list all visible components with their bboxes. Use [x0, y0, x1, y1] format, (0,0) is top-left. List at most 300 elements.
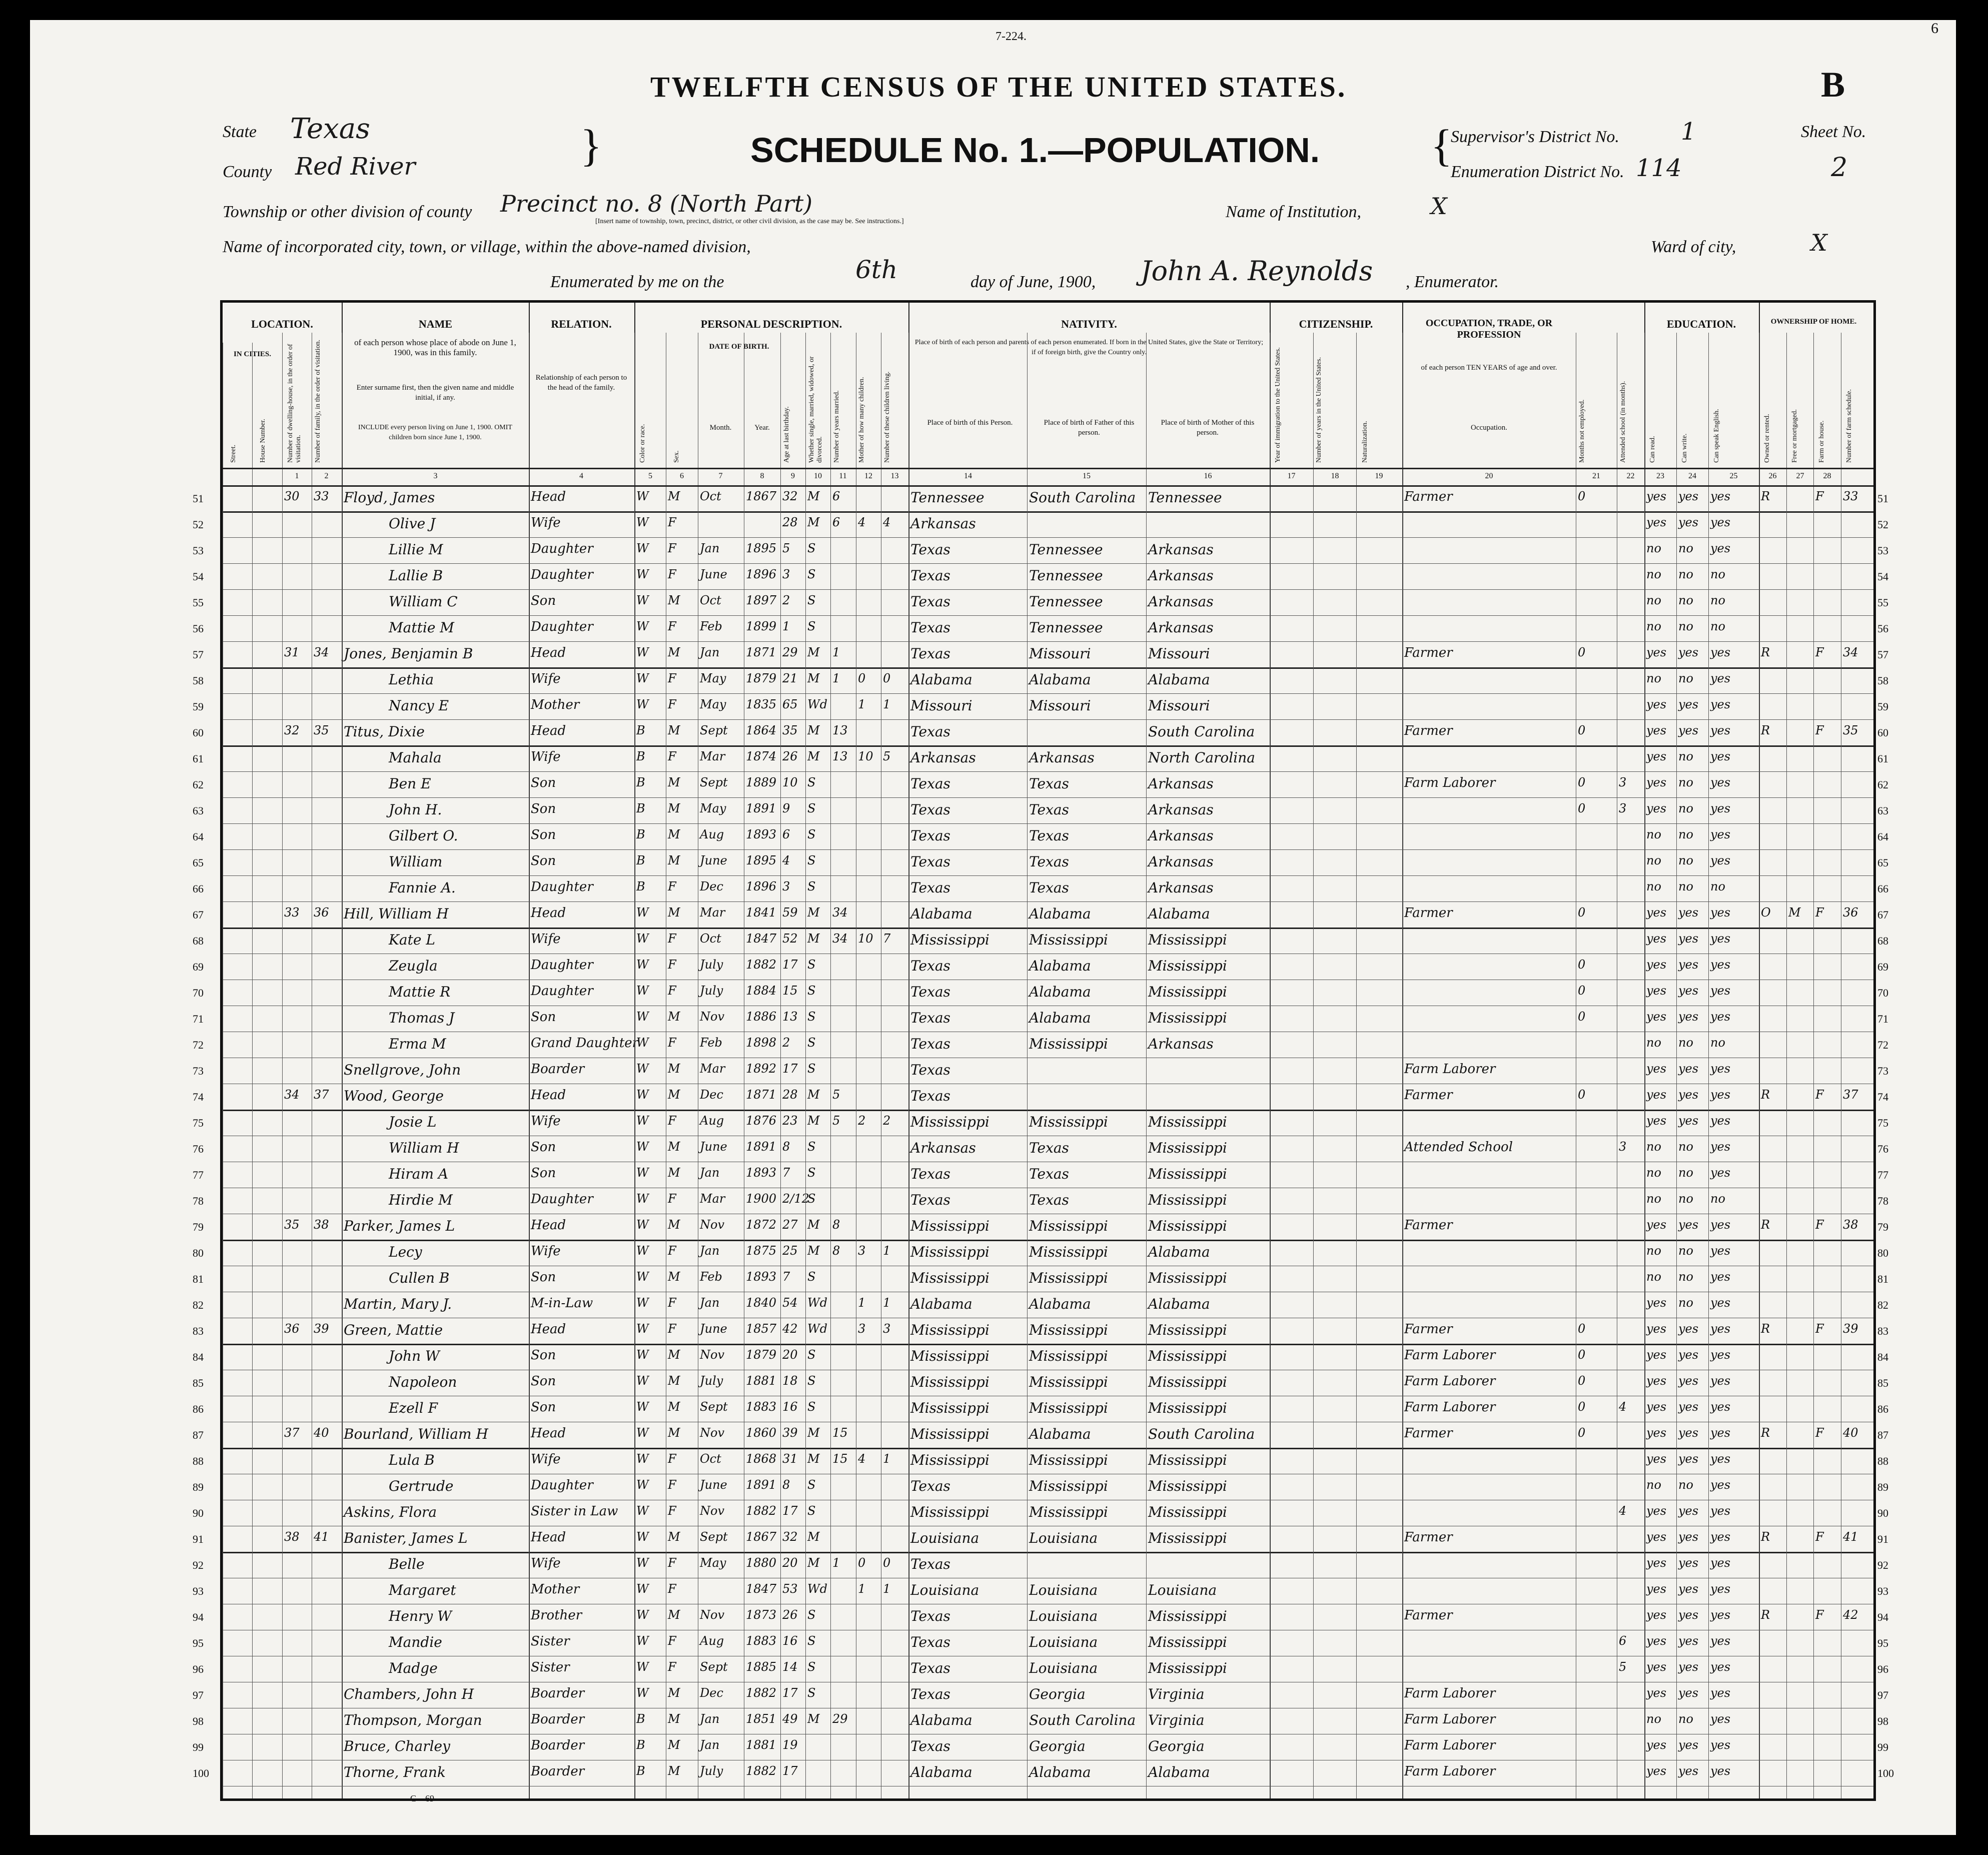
cell-month: Nov — [700, 1010, 725, 1024]
cell-mar: S — [807, 567, 816, 581]
line-number: 74 — [193, 1091, 204, 1103]
cell-color: W — [636, 1452, 649, 1466]
cell-age: 32 — [782, 489, 798, 503]
group-citizenship: CITIZENSHIP. — [1299, 318, 1373, 330]
cell-name: Zeugla — [389, 958, 438, 974]
cell-month: June — [700, 1478, 727, 1492]
cell-bf: South Carolina — [1029, 489, 1136, 506]
line-number: 82 — [1877, 1299, 1888, 1311]
cell-speak: yes — [1710, 723, 1731, 737]
cell-month: Sept — [700, 1530, 728, 1544]
line-number: 57 — [193, 648, 204, 661]
col-mother-of: Mother of how many children. — [858, 377, 865, 463]
cell-write: yes — [1678, 1322, 1699, 1336]
cell-speak: yes — [1710, 1686, 1731, 1700]
cell-year: 1871 — [746, 645, 777, 659]
line-number: 55 — [1877, 596, 1888, 609]
cell-month: Oct — [700, 1452, 721, 1466]
township-value: Precinct no. 8 (North Part) — [500, 190, 813, 217]
col-children-living: Number of these children living. — [883, 371, 891, 463]
cell-mar: M — [807, 645, 820, 659]
col-age: Age at last birthday. — [783, 406, 790, 463]
cell-month: Nov — [700, 1218, 725, 1232]
cell-cl: 1 — [883, 1582, 891, 1596]
cell-sex: M — [668, 1010, 680, 1024]
cell-year: 1847 — [746, 1582, 777, 1596]
cell-mu: 0 — [1578, 1010, 1586, 1024]
cell-sex: F — [668, 1322, 676, 1336]
cell-color: W — [636, 645, 649, 659]
cell-fam: 35 — [314, 723, 329, 737]
group-ownership: OWNERSHIP OF HOME. — [1770, 318, 1857, 326]
cell-bm: Mississippi — [1148, 1218, 1227, 1234]
line-number: 95 — [1877, 1637, 1888, 1649]
cell-write: no — [1678, 541, 1693, 555]
cell-read: no — [1646, 1244, 1661, 1258]
cell-write: yes — [1678, 1582, 1699, 1596]
cell-write: yes — [1678, 1556, 1699, 1570]
cell-sex: M — [668, 1764, 680, 1778]
cell-speak: yes — [1710, 1244, 1731, 1258]
cell-write: no — [1678, 1140, 1693, 1154]
cell-speak: yes — [1710, 984, 1731, 998]
cell-rel: Wife — [531, 671, 561, 686]
cell-write: no — [1678, 1478, 1693, 1492]
cell-bm: Virginia — [1148, 1686, 1205, 1702]
cell-rel: Wife — [531, 1452, 561, 1467]
line-number: 76 — [1877, 1143, 1888, 1155]
cell-sex: M — [668, 905, 680, 919]
cell-write: yes — [1678, 1738, 1699, 1752]
cell-age: 49 — [782, 1712, 798, 1726]
cell-age: 8 — [782, 1478, 790, 1492]
cell-mar: M — [807, 1218, 820, 1232]
cell-color: B — [636, 827, 645, 841]
column-number: 16 — [1204, 472, 1212, 480]
cell-mar: Wd — [807, 1296, 828, 1310]
cell-write: yes — [1678, 905, 1699, 919]
cell-bf: Mississippi — [1029, 1270, 1108, 1286]
cell-sex: M — [668, 1400, 680, 1414]
line-number: 68 — [1877, 935, 1888, 947]
cell-year: 1883 — [746, 1634, 777, 1648]
enumerator-name: John A. Reynolds — [1141, 255, 1373, 287]
line-number: 51 — [1877, 492, 1888, 505]
cell-sex: F — [668, 1504, 676, 1518]
cell-bp: Mississippi — [910, 1270, 989, 1286]
institution-value: X — [1431, 193, 1447, 220]
cell-year: 1882 — [746, 1764, 777, 1778]
cell-year: 1874 — [746, 749, 777, 763]
cell-sex: M — [668, 1686, 680, 1700]
cell-bf: Louisiana — [1029, 1660, 1098, 1676]
line-number: 67 — [1877, 908, 1888, 921]
cell-name: Napoleon — [389, 1374, 457, 1390]
occupation-desc: of each person TEN YEARS of age and over. — [1421, 364, 1557, 372]
cell-bf: Alabama — [1029, 1296, 1091, 1312]
cell-bm: Mississippi — [1148, 1322, 1227, 1338]
name-desc: of each person whose place of abode on June 1, 1900, was in this family. — [354, 338, 516, 357]
cell-bm: Mississippi — [1148, 1010, 1227, 1026]
line-number: 96 — [1877, 1663, 1888, 1675]
cell-month: Sept — [700, 1400, 728, 1414]
cell-color: W — [636, 1166, 649, 1180]
cell-mar: S — [807, 1400, 816, 1414]
line-number: 88 — [1877, 1455, 1888, 1467]
line-number: 96 — [193, 1663, 204, 1675]
cell-rel: Daughter — [531, 541, 593, 556]
cell-bf: Tennessee — [1029, 619, 1103, 636]
cell-month: Jan — [700, 1296, 720, 1310]
cell-write: yes — [1678, 1062, 1699, 1076]
cell-bp: Texas — [910, 827, 950, 844]
cell-dw: 38 — [284, 1530, 300, 1544]
cell-mar: S — [807, 1036, 816, 1050]
cell-age: 28 — [782, 515, 798, 529]
cell-age: 42 — [782, 1322, 798, 1336]
line-number: 66 — [1877, 882, 1888, 895]
line-number: 64 — [1877, 830, 1888, 843]
cell-bf: Tennessee — [1029, 593, 1103, 610]
line-number: 90 — [193, 1507, 204, 1519]
cell-age: 17 — [782, 1504, 798, 1518]
cell-sex: F — [668, 958, 676, 972]
cell-rel: Son — [531, 1270, 556, 1285]
cell-bp: Mississippi — [910, 1218, 989, 1234]
line-number: 90 — [1877, 1507, 1888, 1519]
cell-rel: Daughter — [531, 879, 593, 894]
cell-sch: 5 — [1619, 1660, 1627, 1674]
cell-age: 4 — [782, 853, 790, 867]
cell-rel: Sister in Law — [531, 1504, 618, 1519]
cell-month: Mar — [700, 905, 725, 919]
cell-bp: Texas — [910, 1634, 950, 1650]
cell-age: 17 — [782, 1686, 798, 1700]
cell-sex: M — [668, 1348, 680, 1362]
col-birth-mother: Place of birth of Mother of this person. — [1161, 419, 1255, 437]
cell-rel: Brother — [531, 1608, 582, 1623]
cell-bm: Arkansas — [1148, 1036, 1214, 1052]
cell-own: R — [1761, 1088, 1770, 1102]
column-number: 5 — [648, 472, 652, 480]
cell-age: 17 — [782, 958, 798, 972]
column-number: 2 — [324, 472, 329, 480]
cell-read: yes — [1646, 1374, 1667, 1388]
cell-bf: Texas — [1029, 853, 1069, 870]
cell-bf: Alabama — [1029, 671, 1091, 688]
cell-bp: Mississippi — [910, 1452, 989, 1468]
cell-write: yes — [1678, 1348, 1699, 1362]
line-number: 84 — [1877, 1351, 1888, 1363]
cell-occ: Farmer — [1404, 1322, 1453, 1337]
cell-color: W — [636, 567, 649, 581]
line-number: 98 — [1877, 1715, 1888, 1727]
census-sheet — [30, 20, 1956, 1835]
cell-sex: M — [668, 1426, 680, 1440]
form-number: 7-224. — [996, 30, 1027, 43]
footer-mark: C—69 — [410, 1793, 435, 1803]
cell-bp: Alabama — [910, 671, 972, 688]
cell-bm: Mississippi — [1148, 984, 1227, 1000]
cell-month: June — [700, 1322, 727, 1336]
cell-name: Lecy — [389, 1244, 422, 1260]
cell-age: 25 — [782, 1244, 798, 1258]
cell-year: 1857 — [746, 1322, 777, 1336]
cell-write: no — [1678, 827, 1693, 841]
cell-speak: no — [1710, 593, 1725, 607]
cell-name: Henry W — [389, 1608, 452, 1624]
cell-speak: yes — [1710, 827, 1731, 841]
cell-read: no — [1646, 1140, 1661, 1154]
cell-sched: 38 — [1843, 1218, 1858, 1232]
cell-age: 7 — [782, 1270, 790, 1284]
cell-month: May — [700, 1556, 726, 1570]
cell-bp: Mississippi — [910, 1504, 989, 1520]
cell-occ: Farm Laborer — [1404, 1764, 1496, 1779]
brace-right: { — [1431, 121, 1453, 171]
line-number: 91 — [193, 1533, 204, 1545]
cell-age: 32 — [782, 1530, 798, 1544]
enumerated-prefix: Enumerated by me on the — [550, 273, 724, 291]
cell-mar: M — [807, 932, 820, 946]
line-number: 86 — [193, 1403, 204, 1415]
cell-month: June — [700, 1140, 727, 1154]
cell-bp: Alabama — [910, 1712, 972, 1728]
cell-age: 2/12 — [782, 1192, 809, 1206]
cell-year: 1895 — [746, 853, 777, 867]
cell-bp: Texas — [910, 775, 950, 792]
cell-month: Jan — [700, 1166, 720, 1180]
cell-sex: F — [668, 697, 676, 711]
cell-rel: Daughter — [531, 958, 593, 973]
cell-bm: Alabama — [1148, 671, 1210, 688]
cell-year: 1873 — [746, 1608, 777, 1622]
column-number: 19 — [1375, 472, 1383, 480]
col-street: Street. — [230, 444, 237, 463]
cell-month: Dec — [700, 1088, 723, 1102]
column-number: 18 — [1331, 472, 1339, 480]
cell-bp: Texas — [910, 879, 950, 896]
cell-age: 59 — [782, 905, 798, 919]
cell-read: yes — [1646, 1634, 1667, 1648]
cell-year: 1891 — [746, 801, 777, 815]
line-number: 85 — [193, 1377, 204, 1389]
cell-year: 1881 — [746, 1374, 777, 1388]
cell-sex: F — [668, 1452, 676, 1466]
cell-own: R — [1761, 1530, 1770, 1544]
cell-year: 1893 — [746, 1270, 777, 1284]
ward-value: X — [1811, 229, 1827, 256]
cell-dw: 35 — [284, 1218, 300, 1232]
cell-write: no — [1678, 671, 1693, 685]
cell-rel: Head — [531, 489, 566, 504]
cell-age: 53 — [782, 1582, 798, 1596]
cell-read: yes — [1646, 905, 1667, 919]
cell-color: W — [636, 958, 649, 972]
cell-name: Mattie R — [389, 984, 451, 1000]
line-number: 92 — [1877, 1559, 1888, 1571]
cell-rel: Wife — [531, 932, 561, 947]
line-number: 69 — [193, 961, 204, 973]
cell-year: 1891 — [746, 1478, 777, 1492]
line-number: 83 — [193, 1325, 204, 1337]
cell-year: 1889 — [746, 775, 777, 789]
line-number: 97 — [193, 1689, 204, 1701]
column-number: 7 — [718, 472, 723, 480]
line-number: 82 — [193, 1299, 204, 1311]
cell-mar: S — [807, 1686, 816, 1700]
cell-bp: Louisiana — [910, 1582, 979, 1598]
cell-color: W — [636, 593, 649, 607]
line-number: 67 — [193, 908, 204, 921]
cell-age: 19 — [782, 1738, 798, 1752]
cell-age: 20 — [782, 1348, 798, 1362]
line-number: 100 — [193, 1767, 209, 1779]
line-number: 70 — [1877, 987, 1888, 999]
cell-age: 26 — [782, 1608, 798, 1622]
cell-age: 14 — [782, 1660, 798, 1674]
cell-speak: yes — [1710, 1764, 1731, 1778]
column-number: 3 — [433, 472, 438, 480]
line-number: 79 — [193, 1221, 204, 1233]
cell-read: yes — [1646, 697, 1667, 711]
cell-mu: 0 — [1578, 984, 1586, 998]
cell-color: B — [636, 801, 645, 815]
cell-year: 1882 — [746, 958, 777, 972]
cell-ch: 4 — [858, 515, 866, 529]
cell-name: William C — [389, 593, 458, 610]
cell-mar: Wd — [807, 1322, 828, 1336]
col-farm-schedule: Number of farm schedule. — [1845, 389, 1853, 463]
cell-sex: M — [668, 1712, 680, 1726]
cell-mu: 0 — [1578, 801, 1586, 815]
cell-mar: M — [807, 489, 820, 503]
cell-ym: 15 — [832, 1452, 848, 1466]
line-number: 64 — [193, 830, 204, 843]
cell-bp: Louisiana — [910, 1530, 979, 1546]
cell-write: no — [1678, 1192, 1693, 1206]
cell-sch: 4 — [1619, 1504, 1627, 1518]
cell-name: Hill, William H — [344, 905, 449, 922]
cell-mu: 0 — [1578, 905, 1586, 919]
cell-bf: Mississippi — [1029, 1504, 1108, 1520]
cell-color: W — [636, 1660, 649, 1674]
cell-own: R — [1761, 489, 1770, 503]
cell-month: Mar — [700, 1062, 725, 1076]
cell-read: yes — [1646, 1608, 1667, 1622]
cell-age: 29 — [782, 645, 798, 659]
line-number: 99 — [1877, 1741, 1888, 1753]
cell-bp: Arkansas — [910, 515, 976, 532]
cell-rel: Son — [531, 853, 556, 868]
cell-ch: 10 — [858, 932, 873, 946]
cell-color: W — [636, 1348, 649, 1362]
cell-name: Askins, Flora — [344, 1504, 437, 1520]
line-number: 57 — [1877, 648, 1888, 661]
cell-name: Lillie M — [389, 541, 443, 558]
cell-color: W — [636, 1036, 649, 1050]
cell-read: yes — [1646, 645, 1667, 659]
cell-ym: 5 — [832, 1088, 840, 1102]
brace-left: } — [580, 121, 602, 171]
cell-mar: S — [807, 801, 816, 815]
group-occupation: OCCUPATION, TRADE, OR PROFESSION — [1425, 318, 1553, 340]
cell-rel: Son — [531, 1348, 556, 1363]
cell-age: 21 — [782, 671, 798, 685]
cell-bm: Louisiana — [1148, 1582, 1217, 1598]
cell-sex: F — [668, 515, 676, 529]
cell-bm: Arkansas — [1148, 801, 1214, 818]
cell-bm: Alabama — [1148, 1764, 1210, 1780]
column-number: 4 — [579, 472, 583, 480]
cell-mar: S — [807, 958, 816, 972]
cell-month: Dec — [700, 1686, 723, 1700]
cell-year: 1891 — [746, 1140, 777, 1154]
cell-name: Margaret — [389, 1582, 456, 1598]
line-number: 89 — [193, 1481, 204, 1493]
column-number: 14 — [964, 472, 972, 480]
cell-mu: 0 — [1578, 1348, 1586, 1362]
cell-write: no — [1678, 619, 1693, 633]
cell-write: no — [1678, 1270, 1693, 1284]
cell-bp: Texas — [910, 1062, 950, 1078]
cell-bm: North Carolina — [1148, 749, 1255, 766]
cell-rel: Son — [531, 801, 556, 816]
cell-sch: 6 — [1619, 1634, 1627, 1648]
state-value: Texas — [290, 113, 370, 145]
cell-year: 1875 — [746, 1244, 777, 1258]
enumerated-day: 6th — [855, 255, 898, 284]
column-number: 21 — [1592, 472, 1600, 480]
cell-bm: Mississippi — [1148, 1348, 1227, 1364]
cell-bf: Texas — [1029, 1166, 1069, 1182]
group-nativity: NATIVITY. — [1061, 318, 1117, 330]
cell-occ: Farmer — [1404, 723, 1453, 738]
cell-speak: yes — [1710, 1114, 1731, 1128]
cell-sex: M — [668, 1166, 680, 1180]
cell-ym: 34 — [832, 905, 848, 919]
cell-rel: Mother — [531, 697, 580, 712]
cell-read: no — [1646, 593, 1661, 607]
line-number: 85 — [1877, 1377, 1888, 1389]
line-number: 99 — [193, 1741, 204, 1753]
cell-own: R — [1761, 1608, 1770, 1622]
cell-bp: Alabama — [910, 905, 972, 922]
cell-speak: no — [1710, 1192, 1725, 1206]
cell-farm: F — [1815, 1426, 1824, 1440]
cell-sex: M — [668, 645, 680, 659]
line-number: 63 — [1877, 804, 1888, 817]
cell-read: yes — [1646, 932, 1667, 946]
cell-rel: Sister — [531, 1634, 570, 1649]
line-number: 78 — [1877, 1195, 1888, 1207]
line-number: 94 — [193, 1611, 204, 1623]
cell-occ: Farmer — [1404, 489, 1453, 504]
cell-bp: Alabama — [910, 1764, 972, 1780]
cell-month: July — [700, 1374, 723, 1388]
cell-bf: Tennessee — [1029, 541, 1103, 558]
cell-occ: Farm Laborer — [1404, 1062, 1496, 1077]
cell-ch: 2 — [858, 1114, 866, 1128]
cell-month: Oct — [700, 932, 721, 946]
cell-read: yes — [1646, 1088, 1667, 1102]
col-month: Month. — [709, 424, 732, 432]
col-years-us: Number of years in the United States. — [1315, 357, 1323, 463]
cell-color: W — [636, 1062, 649, 1076]
cell-bp: Mississippi — [910, 1400, 989, 1416]
line-number: 52 — [193, 518, 204, 531]
cell-ch: 1 — [858, 1296, 866, 1310]
